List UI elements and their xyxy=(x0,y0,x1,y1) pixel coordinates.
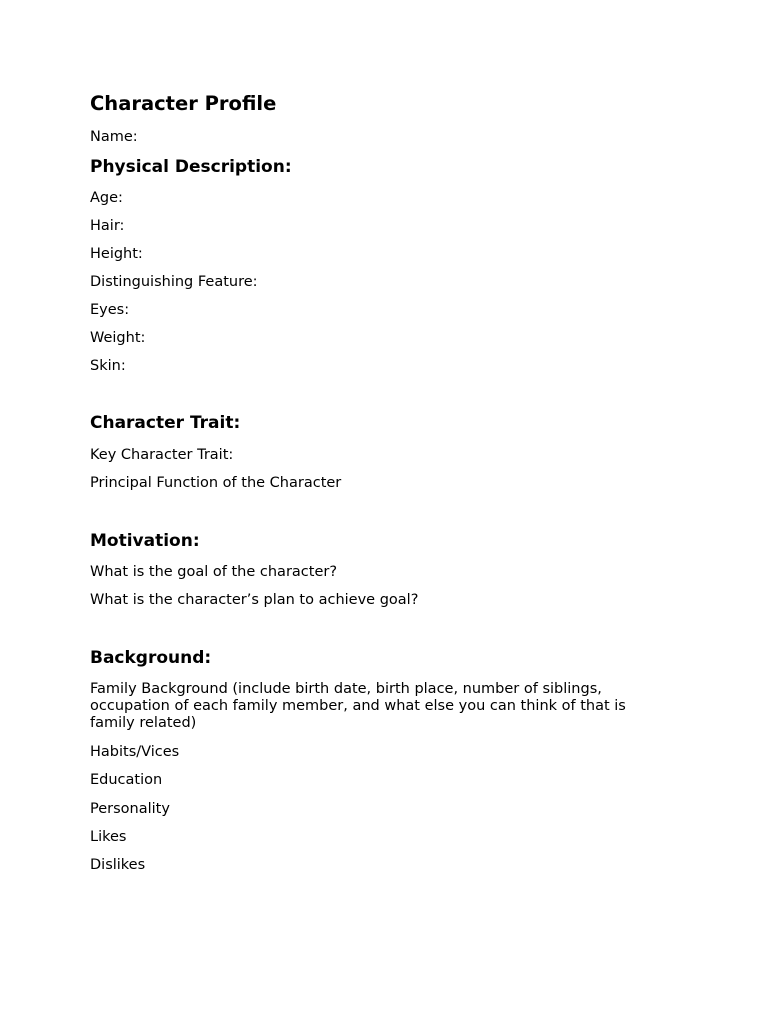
field-hair: Hair: xyxy=(90,218,125,234)
family-background-line-1: Family Background (include birth date, birth place, number of siblings, xyxy=(90,681,602,697)
character-trait-heading: Character Trait: xyxy=(90,413,241,433)
field-education: Education xyxy=(90,772,163,788)
name-label: Name: xyxy=(90,129,138,145)
field-distinguishing-feature: Distinguishing Feature: xyxy=(90,274,258,290)
field-dislikes: Dislikes xyxy=(90,857,146,873)
background-heading: Background: xyxy=(90,648,212,668)
field-plan: What is the character’s plan to achieve goal? xyxy=(90,592,419,608)
field-skin: Skin: xyxy=(90,358,126,374)
field-age: Age: xyxy=(90,190,123,206)
family-background-line-3: family related) xyxy=(90,715,197,731)
physical-description-heading: Physical Description: xyxy=(90,157,292,177)
field-key-character-trait: Key Character Trait: xyxy=(90,447,234,463)
field-likes: Likes xyxy=(90,829,127,845)
field-goal: What is the goal of the character? xyxy=(90,564,338,580)
family-background-line-2: occupation of each family member, and what else you can think of that is xyxy=(90,698,626,714)
field-eyes: Eyes: xyxy=(90,302,130,318)
field-weight: Weight: xyxy=(90,330,146,346)
field-principal-function: Principal Function of the Character xyxy=(90,475,342,491)
field-habits-vices: Habits/Vices xyxy=(90,744,180,760)
motivation-heading: Motivation: xyxy=(90,531,200,551)
field-height: Height: xyxy=(90,246,143,262)
field-personality: Personality xyxy=(90,801,170,817)
page-title: Character Profile xyxy=(90,92,277,115)
